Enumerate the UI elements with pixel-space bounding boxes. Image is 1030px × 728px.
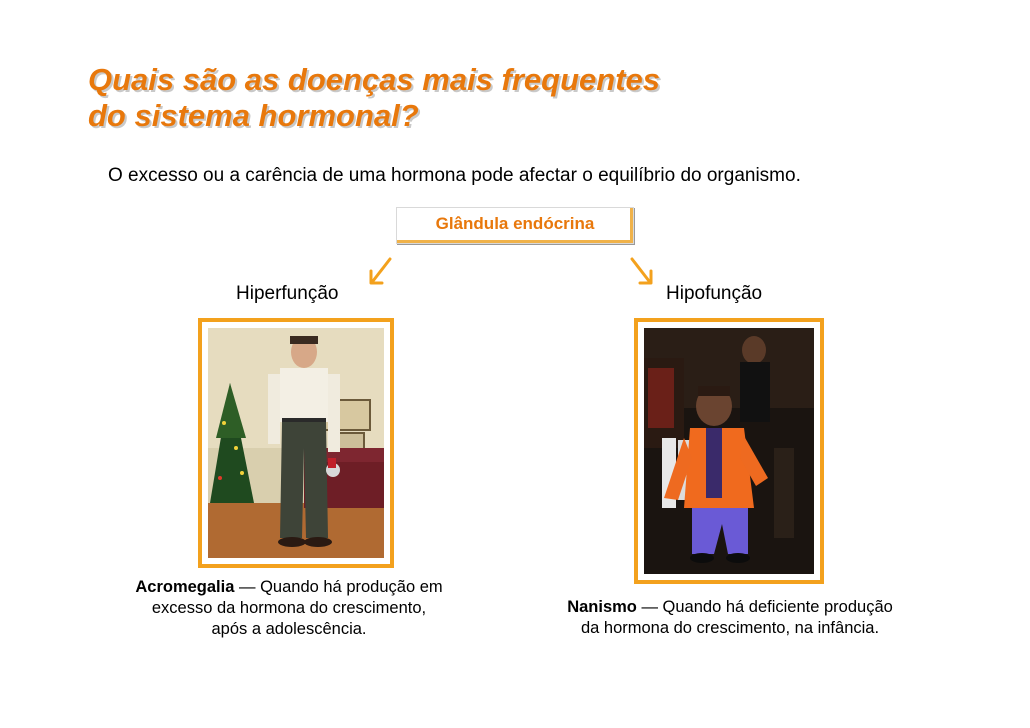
gland-label: Glândula endócrina [435, 214, 595, 233]
slide-title [88, 62, 660, 134]
branch-label-hyperfunction: Hiperfunção [236, 283, 339, 304]
arrow-down-right-icon [626, 256, 656, 288]
branch-label-hypofunction: Hipofunção [666, 283, 763, 304]
caption-line-1-rest: — Quando há deficiente produção [636, 598, 893, 616]
title-line-2: do sistema hormonal? [88, 98, 419, 133]
intro-text: O excesso ou a carência de uma hormona pode afectar o equilíbrio do organismo. [108, 165, 801, 186]
caption-line-2: excesso da hormona do crescimento, [151, 599, 427, 617]
caption-dwarfism [528, 597, 932, 639]
photo-dwarfism [634, 318, 824, 584]
short-boy-photo-illustration [644, 328, 814, 574]
caption-line-3: após a adolescência. [211, 620, 367, 638]
gland-box [396, 207, 634, 244]
tall-man-photo-illustration [208, 328, 384, 558]
title-line-1: Quais são as doenças mais frequentes [88, 62, 661, 97]
photo-acromegaly [198, 318, 394, 568]
caption-term-acromegaly: Acromegalia [135, 578, 235, 596]
caption-line-2: da hormona do crescimento, na infância. [580, 619, 880, 637]
caption-term-dwarfism: Nanismo [567, 598, 637, 616]
caption-line-1-rest: — Quando há produção em [234, 578, 443, 596]
arrow-down-left-icon [366, 256, 396, 288]
caption-acromegaly [94, 577, 484, 640]
